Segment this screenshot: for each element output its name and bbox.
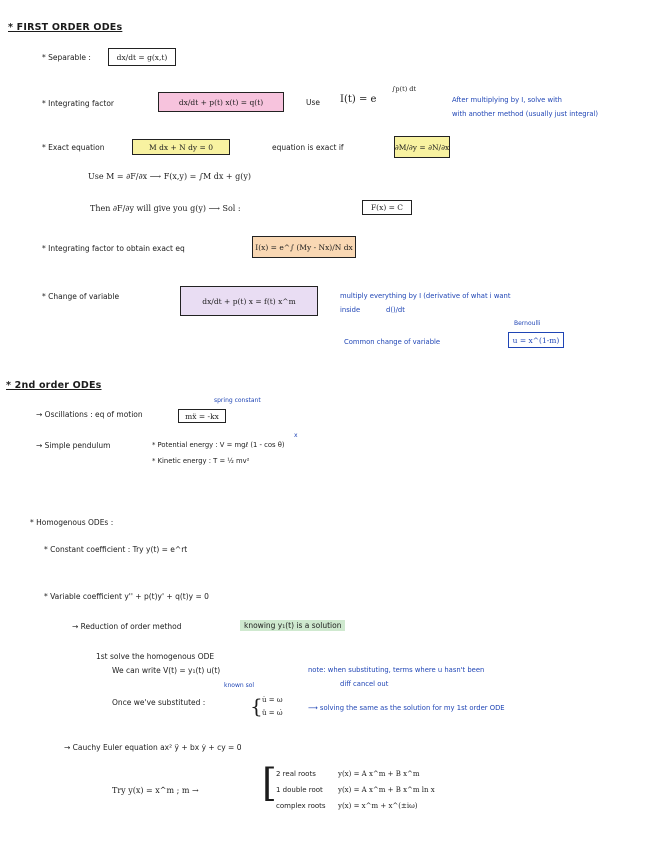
exact-then-line: Then ∂F/∂y will give you g(y) ⟶ Sol : xyxy=(90,204,241,213)
exact-condition-text: equation is exact if xyxy=(272,143,344,152)
oscillations-label: → Oscillations : eq of motion xyxy=(36,410,143,419)
integrating-factor-exact-equation: I(x) = e^∫ (My - Nx)/N dx xyxy=(255,242,353,252)
separable-equation: dx/dt = g(x,t) xyxy=(116,52,168,62)
common-change-label: Common change of variable xyxy=(344,338,441,346)
integrating-factor-exact-box xyxy=(252,236,356,258)
section-title-first-order: * FIRST ORDER ODEs xyxy=(8,22,123,33)
integrating-factor-label: * Integrating factor xyxy=(42,99,114,108)
exact-use-line: Use M = ∂F/∂x ⟶ F(x,y) = ∫M dx + g(y) xyxy=(88,172,252,181)
case-two-real-roots: 2 real roots xyxy=(276,770,316,778)
spring-constant-note: spring constant xyxy=(214,397,261,404)
solution-complex-roots: y(x) = x^m + x^(±iω) xyxy=(338,802,418,810)
case-complex-roots: complex roots xyxy=(276,802,326,810)
I-definition: I(t) = e xyxy=(340,94,377,105)
reduction-of-order-highlight: knowing y₁(t) is a solution xyxy=(240,620,345,631)
change-of-variable-sub: u = x^(1-m) xyxy=(512,335,560,345)
reduction-of-order-label: → Reduction of order method xyxy=(72,622,182,631)
solution-double-root: y(x) = A x^m + B x^m ln x xyxy=(338,786,435,794)
exact-solution-box xyxy=(362,200,412,215)
exact-equation-label: * Exact equation xyxy=(42,143,105,152)
write-solution: We can write V(t) = y₁(t) u(t) xyxy=(112,666,221,675)
bernoulli-label: Bernoulli xyxy=(514,320,541,327)
solve-homogeneous: 1st solve the homogenous ODE xyxy=(96,652,215,661)
change-of-variable-note-2: inside xyxy=(340,306,361,314)
integrating-factor-note-1: After multiplying by I, solve with xyxy=(452,96,562,104)
pendulum-x-mark: x xyxy=(294,432,298,439)
kinetic-energy: * Kinetic energy : T = ½ mv² xyxy=(152,457,250,465)
variable-coefficient: * Variable coefficient y'' + p(t)y' + q(t)y = 0 xyxy=(44,592,209,601)
use-label: Use xyxy=(306,98,321,107)
exact-condition-box xyxy=(394,136,450,158)
cauchy-try: Try y(x) = x^m ; m → xyxy=(112,786,199,795)
substitution-brace: { xyxy=(250,694,263,718)
section-title-second-order: * 2nd order ODEs xyxy=(6,380,102,391)
substitution-note-b: diff cancel out xyxy=(340,680,389,688)
integrating-factor-exact-label-text: * Integrating factor to obtain exact eq xyxy=(42,244,185,253)
potential-energy: * Potential energy : V = mgℓ (1 - cos θ) xyxy=(152,441,285,449)
solving-note: ⟶ solving the same as the solution for my 1st order ODE xyxy=(308,704,505,712)
change-of-variable-box xyxy=(180,286,318,316)
pendulum-label: → Simple pendulum xyxy=(36,441,111,450)
separable-equation-box xyxy=(108,48,176,66)
constant-coefficient: * Constant coefficient : Try y(t) = e^rt xyxy=(44,545,188,554)
change-of-variable-equation: dx/dt + p(t) x = f(t) x^m xyxy=(202,296,296,306)
once-substituted: Once we've substituted : xyxy=(112,698,206,707)
oscillation-equation: mẍ = -kx xyxy=(185,411,219,421)
I-exponent: ∫p(t) dt xyxy=(392,85,417,93)
exact-equation: M dx + N dy = 0 xyxy=(149,142,213,152)
oscillation-equation-box xyxy=(178,409,226,423)
cauchy-euler-label: → Cauchy Euler equation ax² ÿ + bx ẏ + cy = 0 xyxy=(64,743,242,752)
integrating-factor-note-2: with another method (usually just integral) xyxy=(452,110,599,118)
exact-condition: ∂M/∂y = ∂N/∂x xyxy=(394,142,450,152)
change-of-variable-label: * Change of variable xyxy=(42,292,120,301)
case-double-root: 1 double root xyxy=(276,786,323,794)
integrating-factor-equation: dx/dt + p(t) x(t) = q(t) xyxy=(178,97,264,107)
change-of-variable-sub-box xyxy=(508,332,564,348)
substitution-w1: u̇ = ω xyxy=(262,696,283,704)
separable-label: * Separable : xyxy=(42,53,91,62)
substitution-note-a: note: when substituting, terms where u hasn't been xyxy=(308,666,485,674)
cases-brace: [ xyxy=(262,761,277,805)
substitution-w2: ü = ω̇ xyxy=(262,709,283,717)
solution-two-real-roots: y(x) = A x^m + B x^m xyxy=(338,770,420,778)
integrating-factor-equation-box xyxy=(158,92,284,112)
change-of-variable-note-frac: d()/dt xyxy=(386,306,405,314)
section-title-homogeneous: * Homogenous ODEs : xyxy=(30,518,114,527)
known-solution-note: known sol xyxy=(224,682,255,689)
change-of-variable-note-1: multiply everything by I (derivative of what i want xyxy=(340,292,511,300)
exact-equation-box xyxy=(132,139,230,155)
exact-solution: F(x) = C xyxy=(370,203,404,212)
